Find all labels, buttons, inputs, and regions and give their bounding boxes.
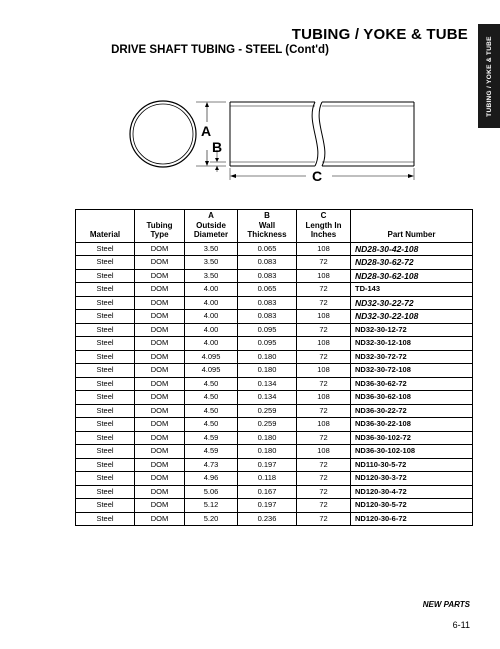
cell-wall-thickness: 0.083: [238, 256, 297, 270]
page-number: 6-11: [452, 620, 470, 630]
cell-material: Steel: [76, 256, 135, 270]
dimension-label-c: C: [312, 168, 323, 184]
cell-tubing-type: DOM: [135, 350, 185, 364]
table-row: [76, 337, 473, 351]
cell-outside-diameter: 4.59: [185, 431, 238, 445]
cell-length: 72: [297, 283, 351, 297]
cell-tubing-type: DOM: [135, 391, 185, 405]
cell-material: Steel: [76, 296, 135, 310]
header-part-number: Part Number: [351, 210, 473, 243]
cell-material: Steel: [76, 445, 135, 459]
cell-material: Steel: [76, 418, 135, 432]
cell-wall-thickness: 0.095: [238, 323, 297, 337]
new-parts-note: NEW PARTS: [422, 600, 470, 609]
table-header-row: [76, 210, 473, 243]
table-row: [76, 445, 473, 459]
tube-inner-circle: [133, 104, 193, 164]
cell-outside-diameter: 4.00: [185, 310, 238, 324]
header-od-letter: A: [208, 211, 214, 220]
header-od-line1: Outside: [196, 220, 226, 230]
dimension-label-a: A: [201, 123, 212, 139]
cell-tubing-type: DOM: [135, 377, 185, 391]
cell-part-number: ND120-30-6-72: [351, 512, 473, 526]
cell-tubing-type: DOM: [135, 296, 185, 310]
cell-part-number: ND120-30-3-72: [351, 472, 473, 486]
cell-part-number: ND120-30-4-72: [351, 485, 473, 499]
header-length-line2: Inches: [310, 230, 337, 239]
cell-wall-thickness: 0.134: [238, 377, 297, 391]
cell-length: 72: [297, 377, 351, 391]
cell-length: 108: [297, 418, 351, 432]
cell-outside-diameter: 4.50: [185, 391, 238, 405]
cell-length: 72: [297, 472, 351, 486]
cell-tubing-type: DOM: [135, 404, 185, 418]
table-row: [76, 431, 473, 445]
cell-length: 108: [297, 310, 351, 324]
cell-part-number: ND120-30-5-72: [351, 499, 473, 513]
cell-outside-diameter: 4.095: [185, 364, 238, 378]
cell-material: Steel: [76, 391, 135, 405]
cell-length: 72: [297, 296, 351, 310]
cell-wall-thickness: 0.259: [238, 418, 297, 432]
cell-length: 108: [297, 269, 351, 283]
side-tab-label: TUBING / YOKE & TUBE: [485, 35, 493, 117]
header-outside-diameter: [185, 210, 238, 243]
header-wall-letter: B: [264, 211, 270, 220]
cell-wall-thickness: 0.134: [238, 391, 297, 405]
cell-part-number: ND110-30-5-72: [351, 458, 473, 472]
cell-outside-diameter: 4.50: [185, 404, 238, 418]
cell-tubing-type: DOM: [135, 512, 185, 526]
cell-length: 108: [297, 445, 351, 459]
table-row: [76, 296, 473, 310]
header-length-letter: C: [320, 211, 327, 220]
cell-part-number: ND36-30-22-108: [351, 418, 473, 432]
cell-outside-diameter: 3.50: [185, 269, 238, 283]
cell-material: Steel: [76, 242, 135, 256]
cell-outside-diameter: 4.00: [185, 337, 238, 351]
header-wall-thickness: [238, 210, 297, 243]
tubing-spec-table: [75, 209, 473, 526]
page-title: TUBING / YOKE & TUBE: [291, 26, 468, 43]
cell-material: Steel: [76, 485, 135, 499]
cell-tubing-type: DOM: [135, 418, 185, 432]
table-row: [76, 377, 473, 391]
cell-length: 72: [297, 485, 351, 499]
cell-length: 108: [297, 337, 351, 351]
cell-length: 108: [297, 242, 351, 256]
cell-material: Steel: [76, 364, 135, 378]
header-length-line1: Length In: [305, 220, 342, 230]
table-row: [76, 283, 473, 297]
tube-diagram-drawing: [0, 92, 500, 192]
header-length: [297, 210, 351, 243]
cell-part-number: ND28-30-62-72: [351, 256, 473, 270]
cell-material: Steel: [76, 472, 135, 486]
cell-wall-thickness: 0.083: [238, 296, 297, 310]
cell-material: Steel: [76, 269, 135, 283]
cell-wall-thickness: 0.180: [238, 350, 297, 364]
table-row: [76, 364, 473, 378]
table-row: [76, 256, 473, 270]
cell-wall-thickness: 0.180: [238, 445, 297, 459]
table-row: [76, 269, 473, 283]
header-tubing-type-line2: Type: [150, 230, 169, 239]
cell-material: Steel: [76, 458, 135, 472]
table-row: [76, 242, 473, 256]
cell-wall-thickness: 0.083: [238, 269, 297, 283]
table-row: [76, 323, 473, 337]
cell-length: 72: [297, 256, 351, 270]
cell-wall-thickness: 0.065: [238, 242, 297, 256]
cell-outside-diameter: 5.20: [185, 512, 238, 526]
cell-wall-thickness: 0.197: [238, 499, 297, 513]
cell-wall-thickness: 0.118: [238, 472, 297, 486]
cell-part-number: ND32-30-22-108: [351, 310, 473, 324]
cell-material: Steel: [76, 512, 135, 526]
cell-wall-thickness: 0.180: [238, 364, 297, 378]
cell-part-number: ND28-30-42-108: [351, 242, 473, 256]
cell-outside-diameter: 3.50: [185, 256, 238, 270]
cell-part-number: ND36-30-102-72: [351, 431, 473, 445]
table-row: [76, 404, 473, 418]
cell-tubing-type: DOM: [135, 283, 185, 297]
cell-part-number: ND36-30-62-108: [351, 391, 473, 405]
cell-tubing-type: DOM: [135, 242, 185, 256]
table-row: [76, 499, 473, 513]
cell-material: Steel: [76, 404, 135, 418]
cell-tubing-type: DOM: [135, 458, 185, 472]
cell-part-number: ND32-30-72-108: [351, 364, 473, 378]
cell-tubing-type: DOM: [135, 337, 185, 351]
cell-wall-thickness: 0.065: [238, 283, 297, 297]
header-material: Material: [76, 210, 135, 243]
table-row: [76, 391, 473, 405]
cell-length: 72: [297, 512, 351, 526]
cell-tubing-type: DOM: [135, 499, 185, 513]
header-wall-line1: Wall: [258, 220, 276, 230]
cell-tubing-type: DOM: [135, 364, 185, 378]
cell-length: 72: [297, 350, 351, 364]
cell-material: Steel: [76, 323, 135, 337]
cell-material: Steel: [76, 350, 135, 364]
cell-outside-diameter: 4.00: [185, 296, 238, 310]
cell-outside-diameter: 4.00: [185, 283, 238, 297]
cell-length: 72: [297, 404, 351, 418]
cell-part-number: ND36-30-22-72: [351, 404, 473, 418]
cell-length: 72: [297, 499, 351, 513]
header-tubing-type-line1: Tubing: [146, 220, 173, 230]
table-row: [76, 485, 473, 499]
header-wall-line2: Thickness: [247, 230, 287, 239]
cell-material: Steel: [76, 499, 135, 513]
header-od-line2: Diameter: [193, 230, 229, 239]
cell-outside-diameter: 5.12: [185, 499, 238, 513]
cell-outside-diameter: 4.50: [185, 377, 238, 391]
cell-part-number: ND32-30-72-72: [351, 350, 473, 364]
table-row: [76, 458, 473, 472]
cell-outside-diameter: 3.50: [185, 242, 238, 256]
tube-outer-circle: [130, 101, 196, 167]
tube-diagram: [0, 92, 500, 192]
cell-length: 108: [297, 364, 351, 378]
cell-material: Steel: [76, 310, 135, 324]
cell-outside-diameter: 4.96: [185, 472, 238, 486]
cell-wall-thickness: 0.167: [238, 485, 297, 499]
cell-part-number: ND32-30-12-72: [351, 323, 473, 337]
cell-material: Steel: [76, 283, 135, 297]
page-subtitle: DRIVE SHAFT TUBING - STEEL (Cont'd): [111, 44, 329, 56]
table-row: [76, 512, 473, 526]
table-row: [76, 418, 473, 432]
cell-material: Steel: [76, 377, 135, 391]
cell-outside-diameter: 4.50: [185, 418, 238, 432]
header-tubing-type: [135, 210, 185, 243]
cell-outside-diameter: 5.06: [185, 485, 238, 499]
cell-length: 72: [297, 323, 351, 337]
table-row: [76, 310, 473, 324]
cell-tubing-type: DOM: [135, 445, 185, 459]
cell-tubing-type: DOM: [135, 310, 185, 324]
cell-part-number: ND32-30-12-108: [351, 337, 473, 351]
cell-length: 108: [297, 391, 351, 405]
cell-tubing-type: DOM: [135, 431, 185, 445]
table-row: [76, 350, 473, 364]
cell-wall-thickness: 0.083: [238, 310, 297, 324]
cell-outside-diameter: 4.00: [185, 323, 238, 337]
cell-tubing-type: DOM: [135, 323, 185, 337]
cell-part-number: ND36-30-62-72: [351, 377, 473, 391]
cell-part-number: ND36-30-102-108: [351, 445, 473, 459]
cell-wall-thickness: 0.259: [238, 404, 297, 418]
cell-part-number: ND32-30-22-72: [351, 296, 473, 310]
cell-material: Steel: [76, 431, 135, 445]
dimension-label-b: B: [212, 139, 223, 155]
cell-wall-thickness: 0.236: [238, 512, 297, 526]
cell-wall-thickness: 0.180: [238, 431, 297, 445]
cell-wall-thickness: 0.095: [238, 337, 297, 351]
cell-outside-diameter: 4.73: [185, 458, 238, 472]
cell-tubing-type: DOM: [135, 472, 185, 486]
cell-tubing-type: DOM: [135, 269, 185, 283]
cell-part-number: TD-143: [351, 283, 473, 297]
cell-material: Steel: [76, 337, 135, 351]
cell-length: 72: [297, 458, 351, 472]
cell-part-number: ND28-30-62-108: [351, 269, 473, 283]
cell-tubing-type: DOM: [135, 485, 185, 499]
cell-wall-thickness: 0.197: [238, 458, 297, 472]
cell-outside-diameter: 4.59: [185, 445, 238, 459]
cell-outside-diameter: 4.095: [185, 350, 238, 364]
cell-tubing-type: DOM: [135, 256, 185, 270]
table-row: [76, 472, 473, 486]
cell-length: 72: [297, 431, 351, 445]
